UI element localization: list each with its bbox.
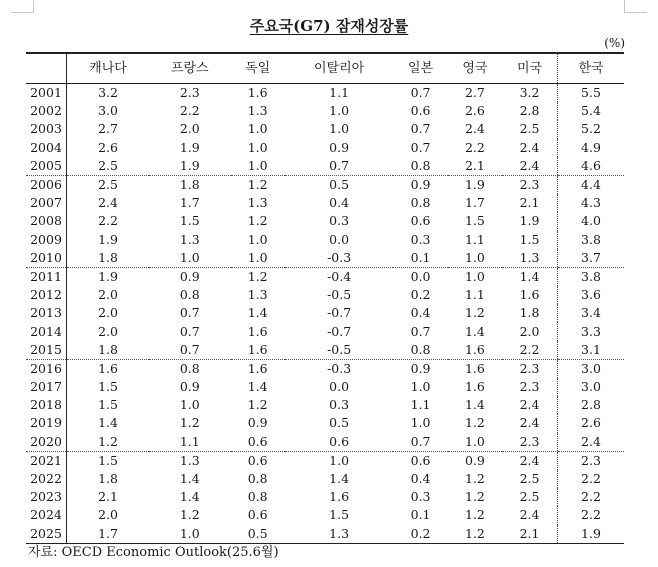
value-cell: 2.2 xyxy=(464,139,485,155)
value-cell: 2.5 xyxy=(98,177,118,193)
value-cell: 1.2 xyxy=(464,471,485,487)
value-cell: 1.6 xyxy=(329,489,350,505)
value-cell: 0.9 xyxy=(410,177,431,193)
value-cell: 2.5 xyxy=(519,489,540,505)
value-cell: 1.1 xyxy=(149,433,230,452)
table-row xyxy=(26,451,624,470)
value-cell: 1.9 xyxy=(149,157,230,176)
value-cell: 2.6 xyxy=(464,103,485,119)
value-cell: 1.2 xyxy=(247,213,268,229)
year-cell: 2024 xyxy=(26,506,67,524)
value-cell: 2.3 xyxy=(558,451,625,470)
year-cell: 2001 xyxy=(26,84,67,103)
value-cell: 3.2 xyxy=(98,85,118,101)
value-cell: 0.7 xyxy=(410,85,431,101)
value-cell: 0.2 xyxy=(410,525,431,541)
value-cell: 1.3 xyxy=(247,103,268,119)
value-cell: 1.0 xyxy=(464,268,485,284)
value-cell: 0.5 xyxy=(247,525,268,541)
value-cell: 2.4 xyxy=(502,157,557,176)
value-cell: 1.5 xyxy=(98,397,118,413)
value-cell: 2.0 xyxy=(98,305,118,321)
value-cell: 1.9 xyxy=(98,268,118,284)
value-cell: 0.9 xyxy=(179,379,200,395)
value-cell: 2.0 xyxy=(98,287,118,303)
year-cell: 2022 xyxy=(26,470,67,488)
value-cell: 1.0 xyxy=(410,379,431,395)
value-cell: 1.0 xyxy=(179,397,200,413)
value-cell: 3.7 xyxy=(558,249,625,268)
year-cell: 2011 xyxy=(26,267,67,286)
value-cell: 0.4 xyxy=(410,305,431,321)
value-cell: 1.0 xyxy=(329,452,350,468)
value-cell: 1.6 xyxy=(247,85,268,101)
value-cell: 0.9 xyxy=(329,139,350,155)
potential-growth-table xyxy=(26,52,624,544)
value-cell: 1.0 xyxy=(231,157,285,176)
value-cell: 2.6 xyxy=(558,414,625,432)
value-cell: 1.3 xyxy=(502,249,557,268)
table-row xyxy=(26,341,624,360)
value-cell: 1.9 xyxy=(464,177,485,193)
table-row xyxy=(26,304,624,322)
value-cell: 2.1 xyxy=(98,489,118,505)
value-cell: 1.3 xyxy=(179,231,200,247)
year-cell: 2020 xyxy=(26,433,67,452)
year-cell: 2023 xyxy=(26,488,67,506)
value-cell: 0.8 xyxy=(179,360,200,376)
value-cell: 0.3 xyxy=(329,397,350,413)
value-cell: 1.2 xyxy=(464,415,485,431)
year-cell: 2017 xyxy=(26,378,67,396)
value-cell: 1.8 xyxy=(67,341,150,360)
value-cell: 5.5 xyxy=(558,84,625,103)
value-cell: 1.5 xyxy=(464,213,485,229)
value-cell: 1.6 xyxy=(247,360,268,376)
value-cell: 0.6 xyxy=(247,507,268,523)
value-cell: 1.4 xyxy=(247,379,268,395)
value-cell: 3.6 xyxy=(558,286,625,304)
table-row xyxy=(26,267,624,286)
value-cell: 1.5 xyxy=(179,213,200,229)
table-row xyxy=(26,506,624,524)
value-cell: 3.0 xyxy=(558,359,625,378)
value-cell: 0.8 xyxy=(179,287,200,303)
value-cell: 1.6 xyxy=(98,360,118,376)
value-cell: 2.5 xyxy=(519,121,540,137)
column-header-year xyxy=(26,53,67,84)
value-cell: 2.4 xyxy=(519,415,540,431)
value-cell: 1.4 xyxy=(98,415,118,431)
value-cell: 0.0 xyxy=(329,231,350,247)
value-cell: 1.5 xyxy=(98,379,118,395)
value-cell: 0.8 xyxy=(410,195,431,211)
value-cell: 2.5 xyxy=(519,471,540,487)
value-cell: 1.8 xyxy=(67,249,150,268)
year-cell: 2008 xyxy=(26,212,67,230)
value-cell: 1.8 xyxy=(179,177,200,193)
value-cell: 1.1 xyxy=(464,287,485,303)
value-cell: 1.9 xyxy=(179,139,200,155)
page-corner-mark xyxy=(11,0,34,13)
value-cell: 0.6 xyxy=(247,452,268,468)
value-cell: 1.0 xyxy=(179,525,200,541)
value-cell: 1.7 xyxy=(464,195,485,211)
value-cell: 2.1 xyxy=(519,525,540,541)
value-cell: 1.6 xyxy=(519,287,540,303)
value-cell: -0.4 xyxy=(327,268,352,284)
value-cell: 1.2 xyxy=(67,433,150,452)
value-cell: 3.0 xyxy=(558,378,625,396)
table-row xyxy=(26,470,624,488)
column-header-korea: 한국 xyxy=(558,53,625,84)
value-cell: 0.7 xyxy=(410,323,431,339)
year-cell: 2021 xyxy=(26,451,67,470)
value-cell: 1.2 xyxy=(179,507,200,523)
value-cell: 0.8 xyxy=(393,341,447,360)
value-cell: 1.2 xyxy=(179,415,200,431)
table-row xyxy=(26,212,624,230)
value-cell: 1.1 xyxy=(464,231,485,247)
value-cell: 0.5 xyxy=(329,177,350,193)
value-cell: 1.0 xyxy=(247,139,268,155)
value-cell: 1.8 xyxy=(519,305,540,321)
table-row xyxy=(26,433,624,452)
value-cell: 0.8 xyxy=(247,471,268,487)
value-cell: 3.1 xyxy=(558,341,625,360)
value-cell: 1.4 xyxy=(464,323,485,339)
value-cell: 2.2 xyxy=(558,506,625,524)
table-row xyxy=(26,84,624,103)
value-cell: 0.0 xyxy=(329,379,350,395)
value-cell: 1.0 xyxy=(448,249,502,268)
year-cell: 2002 xyxy=(26,102,67,120)
value-cell: 2.8 xyxy=(558,396,625,414)
year-cell: 2018 xyxy=(26,396,67,414)
year-cell: 2015 xyxy=(26,341,67,360)
year-cell: 2014 xyxy=(26,322,67,340)
value-cell: 2.4 xyxy=(519,397,540,413)
table-row xyxy=(26,414,624,432)
value-cell: 1.2 xyxy=(247,268,268,284)
value-cell: -0.3 xyxy=(327,360,352,376)
value-cell: 1.4 xyxy=(329,471,350,487)
value-cell: 0.5 xyxy=(329,415,350,431)
value-cell: 2.0 xyxy=(98,323,118,339)
value-cell: 2.0 xyxy=(98,507,118,523)
column-header: 프랑스 xyxy=(170,60,209,76)
value-cell: 1.2 xyxy=(464,305,485,321)
value-cell: 0.3 xyxy=(410,489,431,505)
table-row xyxy=(26,194,624,212)
value-cell: 2.0 xyxy=(519,323,540,339)
value-cell: 1.6 xyxy=(231,341,285,360)
value-cell: 1.6 xyxy=(464,360,485,376)
value-cell: 2.3 xyxy=(502,433,557,452)
value-cell: 1.0 xyxy=(410,415,431,431)
value-cell: 1.3 xyxy=(179,452,200,468)
value-cell: 1.4 xyxy=(464,397,485,413)
value-cell: 2.4 xyxy=(519,507,540,523)
value-cell: 1.4 xyxy=(179,471,200,487)
value-cell: 0.6 xyxy=(285,433,394,452)
column-header: 독일 xyxy=(245,60,271,76)
value-cell: 3.2 xyxy=(519,85,540,101)
value-cell: 1.3 xyxy=(247,287,268,303)
year-cell: 2005 xyxy=(26,157,67,176)
value-cell: 0.9 xyxy=(464,452,485,468)
value-cell: 2.0 xyxy=(179,121,200,137)
value-cell: 2.7 xyxy=(464,85,485,101)
value-cell: 1.2 xyxy=(464,525,485,541)
value-cell: -0.5 xyxy=(285,341,394,360)
value-cell: 1.3 xyxy=(329,525,350,541)
year-cell: 2025 xyxy=(26,525,67,544)
value-cell: 2.3 xyxy=(179,85,200,101)
value-cell: -0.3 xyxy=(285,249,394,268)
value-cell: 0.4 xyxy=(329,195,350,211)
table-row xyxy=(26,231,624,249)
column-header: 캐나다 xyxy=(89,60,127,76)
value-cell: 1.1 xyxy=(329,85,350,101)
value-cell: 4.6 xyxy=(558,157,625,176)
value-cell: 2.3 xyxy=(519,177,540,193)
year-cell: 2009 xyxy=(26,231,67,249)
value-cell: 0.8 xyxy=(393,157,447,176)
value-cell: 1.0 xyxy=(149,249,230,268)
table-row xyxy=(26,139,624,157)
column-header: 영국 xyxy=(462,60,488,76)
value-cell: 1.0 xyxy=(247,121,268,137)
year-cell: 2016 xyxy=(26,359,67,378)
value-cell: 4.0 xyxy=(558,212,625,230)
value-cell: 2.2 xyxy=(558,470,625,488)
value-cell: 1.9 xyxy=(558,525,625,544)
value-cell: 4.3 xyxy=(558,194,625,212)
table-row xyxy=(26,359,624,378)
value-cell: 1.2 xyxy=(247,177,268,193)
value-cell: 2.3 xyxy=(519,379,540,395)
value-cell: 1.3 xyxy=(247,195,268,211)
year-cell: 2007 xyxy=(26,194,67,212)
column-header: 미국 xyxy=(516,60,543,76)
value-cell: 5.2 xyxy=(558,120,625,138)
value-cell: 0.0 xyxy=(410,268,431,284)
year-cell: 2010 xyxy=(26,249,67,268)
value-cell: 2.1 xyxy=(519,195,540,211)
value-cell: 0.9 xyxy=(247,415,268,431)
value-cell: 1.0 xyxy=(231,249,285,268)
value-cell: 0.9 xyxy=(179,268,200,284)
year-cell: 2004 xyxy=(26,139,67,157)
value-cell: 0.3 xyxy=(329,213,350,229)
table-row xyxy=(26,120,624,138)
value-cell: 1.7 xyxy=(98,525,118,541)
table-row xyxy=(26,175,624,194)
value-cell: 3.8 xyxy=(558,267,625,286)
column-header: 일본 xyxy=(408,60,434,76)
table-row xyxy=(26,157,624,176)
value-cell: 1.0 xyxy=(448,433,502,452)
value-cell: 1.2 xyxy=(464,489,485,505)
value-cell: 2.2 xyxy=(98,213,118,229)
year-cell: 2003 xyxy=(26,120,67,138)
year-cell: 2013 xyxy=(26,304,67,322)
value-cell: 3.4 xyxy=(558,304,625,322)
value-cell: 1.7 xyxy=(179,195,200,211)
table-row xyxy=(26,396,624,414)
value-cell: 2.4 xyxy=(558,433,625,452)
value-cell: 3.8 xyxy=(558,231,625,249)
column-header: 이탈리아 xyxy=(314,60,365,76)
value-cell: 0.7 xyxy=(410,121,431,137)
value-cell: 2.6 xyxy=(98,139,118,155)
value-cell: 0.7 xyxy=(393,433,447,452)
value-cell: 1.0 xyxy=(329,121,350,137)
table-row xyxy=(26,322,624,340)
source-note: 자료: OECD Economic Outlook(25.6월) xyxy=(28,545,279,560)
value-cell: 0.1 xyxy=(393,249,447,268)
page-corner-mark xyxy=(624,0,647,13)
value-cell: 2.4 xyxy=(464,121,485,137)
value-cell: 1.5 xyxy=(519,231,540,247)
value-cell: 0.6 xyxy=(410,213,431,229)
value-cell: 0.8 xyxy=(247,489,268,505)
value-cell: 1.5 xyxy=(98,452,118,468)
table-row xyxy=(26,102,624,120)
value-cell: 0.1 xyxy=(410,507,431,523)
value-cell: 1.0 xyxy=(247,231,268,247)
value-cell: 4.4 xyxy=(558,175,625,194)
table-row xyxy=(26,249,624,268)
value-cell: 2.5 xyxy=(67,157,150,176)
header-row xyxy=(26,53,624,84)
value-cell: 1.2 xyxy=(464,507,485,523)
value-cell: 1.1 xyxy=(410,397,431,413)
value-cell: 2.4 xyxy=(98,195,118,211)
value-cell: 1.4 xyxy=(179,489,200,505)
value-cell: 2.8 xyxy=(519,103,540,119)
value-cell: 0.3 xyxy=(410,231,431,247)
value-cell: 2.1 xyxy=(448,157,502,176)
value-cell: 1.4 xyxy=(247,305,268,321)
value-cell: 0.6 xyxy=(410,103,431,119)
value-cell: -0.7 xyxy=(327,305,352,321)
value-cell: 1.5 xyxy=(329,507,350,523)
value-cell: -0.5 xyxy=(327,287,352,303)
value-cell: 1.2 xyxy=(247,397,268,413)
value-cell: 2.4 xyxy=(519,139,540,155)
value-cell: 0.7 xyxy=(285,157,394,176)
value-cell: 1.8 xyxy=(98,471,118,487)
value-cell: 1.6 xyxy=(247,323,268,339)
value-cell: 2.3 xyxy=(519,360,540,376)
year-cell: 2019 xyxy=(26,414,67,432)
value-cell: 2.2 xyxy=(179,103,200,119)
value-cell: 2.2 xyxy=(558,488,625,506)
value-cell: 0.6 xyxy=(410,452,431,468)
year-cell: 2012 xyxy=(26,286,67,304)
value-cell: 3.0 xyxy=(98,103,118,119)
value-cell: 1.9 xyxy=(519,213,540,229)
value-cell: 0.7 xyxy=(179,323,200,339)
value-cell: 2.2 xyxy=(502,341,557,360)
value-cell: 0.7 xyxy=(149,341,230,360)
document-title xyxy=(0,15,658,36)
table-row xyxy=(26,378,624,396)
value-cell: 1.4 xyxy=(519,268,540,284)
value-cell: 0.7 xyxy=(410,139,431,155)
value-cell: 4.9 xyxy=(558,139,625,157)
table-body xyxy=(26,84,624,544)
value-cell: 0.9 xyxy=(410,360,431,376)
value-cell: 0.2 xyxy=(410,287,431,303)
year-cell: 2006 xyxy=(26,175,67,194)
value-cell: 1.6 xyxy=(448,341,502,360)
value-cell: 1.9 xyxy=(98,231,118,247)
value-cell: 1.6 xyxy=(464,379,485,395)
value-cell: 1.0 xyxy=(329,103,350,119)
table-row xyxy=(26,488,624,506)
value-cell: -0.7 xyxy=(327,323,352,339)
title-text: 주요국(G7) 잠재성장률 xyxy=(249,17,409,35)
unit-label: (%) xyxy=(604,36,625,50)
value-cell: 0.7 xyxy=(179,305,200,321)
table-row xyxy=(26,286,624,304)
value-cell: 2.7 xyxy=(98,121,118,137)
value-cell: 0.6 xyxy=(231,433,285,452)
value-cell: 5.4 xyxy=(558,102,625,120)
value-cell: 2.4 xyxy=(519,452,540,468)
value-cell: 3.3 xyxy=(558,322,625,340)
value-cell: 0.4 xyxy=(410,471,431,487)
